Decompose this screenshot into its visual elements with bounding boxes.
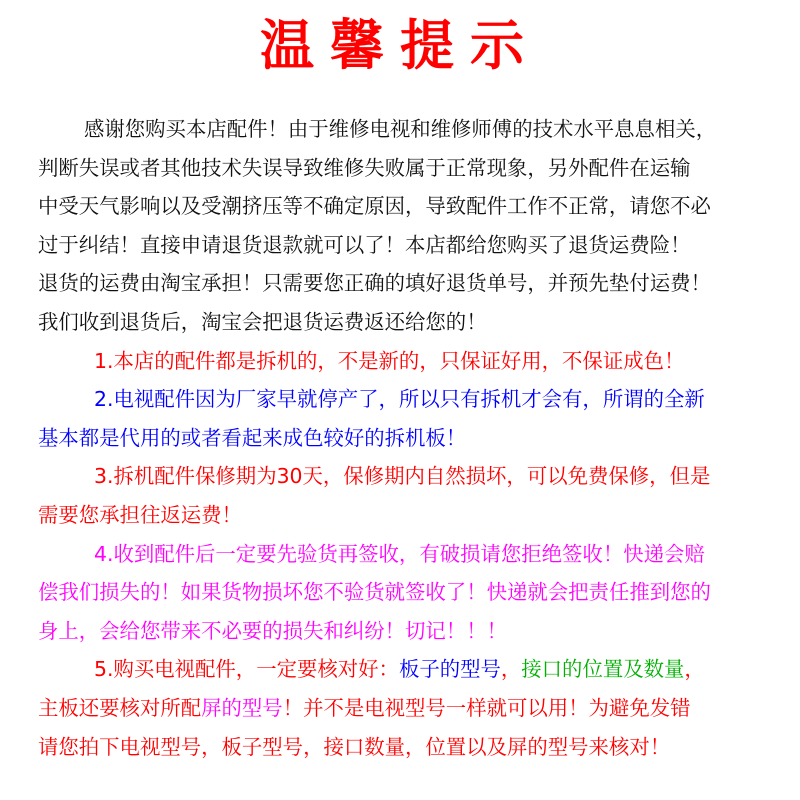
- item-5-intro-text: 5.购买电视配件，一定要核对好：: [94, 657, 399, 682]
- intro-line-4: 过于纠结！直接申请退货退款就可以了！本店都给您购买了退货运费险！: [38, 232, 691, 257]
- item-5-port-text: 接口的位置及数量: [521, 657, 685, 682]
- notice-item-1: 1.本店的配件都是拆机的，不是新的，只保证好用，不保证成色！: [94, 348, 685, 373]
- notice-item-4-line-1: 4.收到配件后一定要先验货再签收，有破损请您拒绝签收！快递会赔: [94, 541, 705, 566]
- item-5-separator-1: ，: [500, 657, 522, 682]
- item-5-warning-text: ！并不是电视型号一样就可以用！为避免发错: [282, 695, 691, 720]
- intro-line-5: 退货的运费由淘宝承担！只需要您正确的填好退货单号，并预先垫付运费！: [38, 271, 711, 296]
- item-5-screen-model-text: 屏的型号: [201, 695, 283, 720]
- notice-item-5-line-2: [38, 689, 780, 728]
- item-5-mainboard-text: 主板还要核对所配: [38, 695, 202, 720]
- notice-item-5-line-3: 请您拍下电视型号，板子型号，接口数量，位置以及屏的型号来核对！: [38, 734, 671, 759]
- notice-item-3-line-1: 3.拆机配件保修期为30天，保修期内自然损坏，可以免费保修，但是: [94, 464, 711, 489]
- notice-item-2-line-2: 基本都是代用的或者看起来成色较好的拆机板！: [38, 425, 467, 450]
- notice-item-4-line-3: 身上，会给您带来不必要的损失和纠纷！切记！！！: [38, 618, 507, 643]
- intro-line-1: 感谢您购买本店配件！由于维修电视和维修师傅的技术水平息息相关，: [84, 117, 717, 141]
- notice-item-5-line-1: [38, 650, 780, 689]
- notice-item-4-line-2: 偿我们损失的！如果货物损坏您不验货就签收了！快递就会把责任推到您的: [38, 580, 711, 605]
- notice-item-2-line-1: 2.电视配件因为厂家早就停产了，所以只有拆机才会有，所谓的全新: [94, 387, 705, 412]
- intro-line-6: 我们收到退货后，淘宝会把退货运费返还给您的！: [38, 309, 487, 334]
- page-title: 温馨提示: [260, 14, 540, 77]
- item-5-separator-2: ，: [684, 657, 705, 682]
- intro-line-3: 中受天气影响以及受潮挤压等不确定原因，导致配件工作不正常，请您不必: [38, 194, 711, 219]
- intro-line-2: 判断失误或者其他技术失误导致维修失败属于正常现象，另外配件在运输: [38, 155, 691, 180]
- notice-body: [38, 110, 780, 766]
- notice-item-3-line-2: 需要您承担往返运费！: [38, 502, 242, 527]
- item-5-board-model-text: 板子的型号: [398, 657, 501, 682]
